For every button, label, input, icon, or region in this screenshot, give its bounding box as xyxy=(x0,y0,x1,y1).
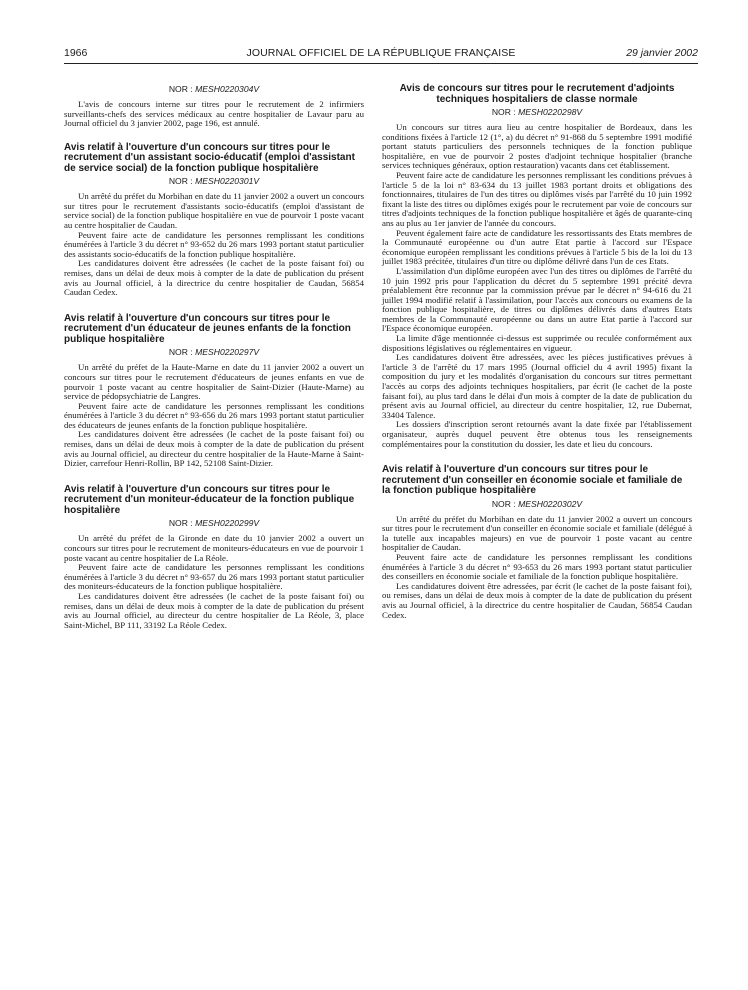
article-assistant-socio-educatif xyxy=(64,143,364,298)
article-paragraph: Les candidatures doivent être adressées (le cachet de la poste faisant foi) ou remises, dans un délai de deux mois à compter de la date de publication du présent avis au Journal officiel, au directeur du centre hospitalier de la Haute-Marne à Saint-Dizier, carrefour Henri-Rollin, BP 142, 52108 Saint-Dizier. xyxy=(64,429,364,469)
article-title: Avis relatif à l'ouverture d'un concours sur titres pour le recrutement d'un conseiller en économie sociale et familiale de la fonction publique hospitalière xyxy=(382,464,683,497)
left-column xyxy=(64,84,364,646)
article-title: Avis relatif à l'ouverture d'un concours sur titres pour le recrutement d'un moniteur-éducateur de la fonction publique hospitalière xyxy=(64,483,355,516)
article-title: Avis relatif à l'ouverture d'un concours sur titres pour le recrutement d'un éducateur de jeunes enfants de la fonction publique hospitalière xyxy=(64,312,351,345)
article-paragraph: L'assimilation d'un diplôme européen avec l'un des titres ou diplômes de l'arrêté du 10 juin 1992 pris pour l'application du décret du 5 septembre 1991 précité devra préalablement être reconnue par la commission prévue par le décret n° 94-616 du 21 juillet 1994 modifié relatif à l'assimilation, pour l'accès aux concours ou examens de la fonction publique hospitalière, de titres ou diplômes délivrés dans d'autres Etats membres de la Communauté européenne ou dans un autre Etat partie à l'accord sur l'Espace économique européen. xyxy=(382,265,692,334)
nor-code: MESH0220301V xyxy=(195,176,260,187)
article-paragraph: L'avis de concours interne sur titres pour le recrutement de 2 infirmiers surveillants-chefs des services médicaux au centre hospitalier de Lavaur paru au Journal officiel du 3 janvier 2002, page 196, est annulé. xyxy=(64,99,364,129)
page-header xyxy=(64,47,698,61)
article-paragraph: Peuvent faire acte de candidature les personnes remplissant les conditions énumérées à l'article 3 du décret n° 93-653 du 26 mars 1993 portant statut particulier des conseillers en économie sociale et familiale de la fonction publique hospitalière. xyxy=(382,552,692,582)
article-paragraph: Peuvent faire acte de candidature les personnes remplissant les conditions prévues à l'article 5 de la loi n° 83-634 du 13 juillet 1983 portant droits et obligations des fonctionnaires, titulaires de l'un des titres ou diplômes visés par l'arrêté du 10 juin 1992 fixant la liste des titres ou diplômes exigés pour le recrutement par voie de concours sur titres d'adjoints techniques de la fonction publique hospitalière et âgés de quarante-cinq ans au plus au 1er janvier de l'année du concours. xyxy=(382,169,692,228)
article-educateur-jeunes-enfants xyxy=(64,314,364,469)
header-rule xyxy=(64,63,698,64)
article-paragraph: Peuvent faire acte de candidature les personnes remplissant les conditions énumérées à l'article 3 du décret n° 93-652 du 26 mars 1993 portant statut particulier des assistants socio-éducatifs de la fonction publique hospitalière. xyxy=(64,229,364,259)
article-paragraph: Un concours sur titres aura lieu au centre hospitalier de Bordeaux, dans les conditions fixées à l'article 12 (1°, a) du décret n° 91-868 du 5 septembre 1991 modifié portant statuts particuliers des personnels techniques de la fonction publique hospitalière, en vue de pourvoir 2 postes d'adjoint technique hospitalier (branche services techniques généraux, option restauration) vacants dans cet établissement. xyxy=(382,122,692,171)
nor-reference: NOR : MESH0220301V xyxy=(168,176,260,187)
article-paragraph: Les dossiers d'inscription seront retournés avant la date fixée par l'établissement organisateur, auprès duquel peuvent être obtenus tous les renseignements complémentaires pour la constitution du dossier, les date et lieu du concours. xyxy=(382,419,692,449)
nor-code: MESH0220298V xyxy=(518,107,583,117)
article-title: Avis relatif à l'ouverture d'un concours sur titres pour le recrutement d'un assistant socio-éducatif (emploi d'assistant de service social) de la fonction publique hospitalière xyxy=(64,141,355,174)
page-number: 1966 xyxy=(64,47,88,59)
nor-code: MESH0220299V xyxy=(195,518,260,529)
article-paragraph: Un arrêté du préfet du Morbihan en date du 11 janvier 2002 a ouvert un concours sur titres pour le recrutement d'un conseiller en économie sociale et familiale (délégué à la tutelle aux incapables majeurs) en vue de pourvoir 1 poste vacant au centre hospitalier de Caudan. xyxy=(382,513,692,553)
article-paragraph: Peuvent également faire acte de candidature les ressortissants des Etats membres de la Communauté européenne ou d'un autre Etat partie à l'accord sur l'Espace économique européen remplissant les conditions prévues à l'article 5 bis de la loi du 13 juillet 1983 précitée, titulaires d'un titre ou diplôme délivré dans l'un de ces Etats. xyxy=(382,227,692,267)
article-paragraph: Un arrêté du préfet de la Gironde en date du 10 janvier 2002 a ouvert un concours sur titres pour le recrutement de moniteurs-éducateurs en vue de pourvoir 1 poste vacant au centre hospitalier de La Réole. xyxy=(64,533,364,563)
article-moniteur-educateur xyxy=(64,485,364,630)
article-paragraph: Les candidatures doivent être adressées, avec les pièces justificatives prévues à l'article 3 de l'arrêté du 17 mars 1995 (Journal officiel du 4 avril 1995) fixant la composition du jury et les modalités d'organisation du concours sur titres permettant l'accès au corps des adjoints techniques hospitaliers, par écrit (le cachet de la poste faisant foi), au plus tard dans le délai d'un mois à compter de la date de publication du présent avis au Journal officiel, au directeur du centre hospitalier, 12, rue Dubernat, 33404 Talence. xyxy=(382,352,692,420)
article-adjoints-techniques xyxy=(382,84,692,449)
article-paragraph: Un arrêté du préfet de la Haute-Marne en date du 11 janvier 2002 a ouvert un concours sur titres pour le recrutement d'éducateurs de jeunes enfants en vue de pourvoir 1 poste vacant au centre hospitalier de Saint-Dizier (Haute-Marne) au service de pédopsychiatrie de Langres. xyxy=(64,362,364,402)
right-column xyxy=(382,84,692,636)
nor-reference: NOR : MESH0220297V xyxy=(168,347,260,358)
nor-code: MESH0220297V xyxy=(195,347,260,358)
article-title: Avis de concours sur titres pour le recrutement d'adjoints techniques hospitaliers de classe normale xyxy=(399,83,675,105)
article-paragraph: Peuvent faire acte de candidature les personnes remplissant les conditions énumérées à l'article 3 du décret n° 93-656 du 26 mars 1993 portant statut particulier des éducateurs de jeunes enfants de la fonction publique hospitalière. xyxy=(64,400,364,430)
article-paragraph: Les candidatures doivent être adressées, par écrit (le cachet de la poste faisant foi), ou remises, dans un délai de deux mois à compter de la date de publication du présent avis au Journal officiel, à la directrice du centre hospitalier de Caudan, 56854 Caudan Cedex. xyxy=(382,580,692,620)
article-paragraph: La limite d'âge mentionnée ci-dessus est supprimée ou reculée conformément aux dispositions législatives ou réglementaires en vigueur. xyxy=(382,333,692,353)
nor-reference: NOR : MESH0220299V xyxy=(168,518,260,529)
nor-reference: NOR : MESH0220298V xyxy=(491,107,583,117)
nor-reference: NOR : MESH0220304V xyxy=(168,84,260,94)
article-conseiller-economie-sociale xyxy=(382,465,692,620)
journal-title: JOURNAL OFFICIEL DE LA RÉPUBLIQUE FRANÇAISE xyxy=(246,47,516,59)
article-cancellation xyxy=(64,84,364,129)
article-paragraph: Peuvent faire acte de candidature les personnes remplissant les conditions énumérées à l'article 3 du décret n° 93-657 du 26 mars 1993 portant statut particulier des moniteurs-éducateurs de la fonction publique hospitalière. xyxy=(64,562,364,592)
nor-reference: NOR : MESH0220302V xyxy=(491,498,583,509)
article-paragraph: Les candidatures doivent être adressées (le cachet de la poste faisant foi) ou remises, dans un délai de deux mois à compter de la date de publication du présent avis au Journal officiel, au directeur du centre hospitalier de La Réole, 3, place Saint-Michel, BP 111, 33192 La Réole Cedex. xyxy=(64,590,364,630)
nor-code: MESH0220304V xyxy=(195,84,260,94)
article-paragraph: Les candidatures doivent être adressées (le cachet de la poste faisant foi) ou remises, dans un délai de deux mois à compter de la date de publication du présent avis au Journal officiel, à la directrice du centre hospitalier de Caudan, 56854 Caudan Cedex. xyxy=(64,258,364,298)
article-paragraph: Un arrêté du préfet du Morbihan en date du 11 janvier 2002 a ouvert un concours sur titres pour le recrutement d'assistants socio-éducatifs (emploi d'assistant de service social) de la fonction publique hospitalière en vue de pourvoir 1 poste vacant au centre hospitalier de Caudan. xyxy=(64,191,364,231)
nor-code: MESH0220302V xyxy=(518,498,583,509)
issue-date: 29 janvier 2002 xyxy=(626,47,698,59)
